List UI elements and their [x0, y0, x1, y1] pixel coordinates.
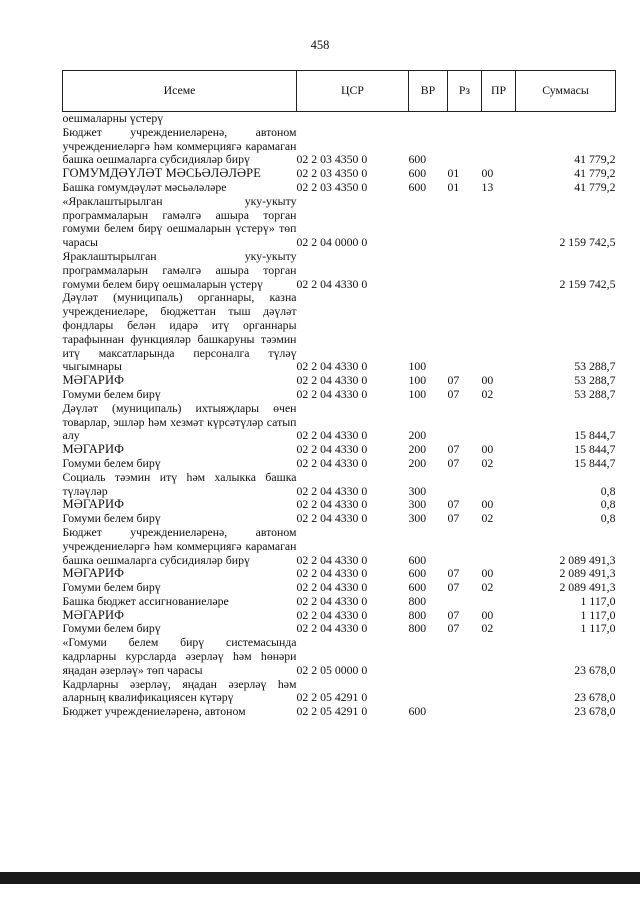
cell-pr: 02 — [481, 386, 494, 401]
cell-name: МӘГАРИФ — [62, 607, 125, 622]
cell-vr: 200 — [408, 442, 427, 457]
cell-name: Гомуми белем бирү — [62, 511, 161, 526]
cell-vr: 300 — [408, 497, 427, 512]
cell-rz — [448, 471, 482, 499]
cell-vr: 600 — [408, 166, 427, 181]
cell-csr: 02 2 04 4330 0 — [296, 386, 368, 401]
cell-vr: 100 — [408, 386, 427, 401]
cell-name: Гомуми белем бирү — [62, 580, 161, 595]
table-row — [63, 388, 616, 402]
cell-vr: 100 — [408, 359, 427, 374]
cell-name: Гомуми белем бирү — [62, 621, 161, 636]
cell-sum: 0,8 — [600, 497, 616, 512]
cell-pr — [482, 195, 516, 250]
cell-pr — [482, 526, 516, 567]
cell-sum: 1 117,0 — [580, 593, 616, 608]
cell-vr — [409, 678, 448, 706]
cell-name: Бюджет учреждениеләренә, автоном учреждениеләргә һәм коммерциягә карамаган башка оешмаларга субсидияләр бирү — [62, 124, 297, 167]
cell-pr — [482, 705, 516, 719]
cell-pr: 02 — [481, 511, 494, 526]
cell-vr: 800 — [408, 621, 427, 636]
table-row — [63, 581, 616, 595]
table-row — [63, 291, 616, 374]
table-row — [63, 374, 616, 388]
cell-name: МӘГАРИФ — [62, 442, 125, 457]
cell-rz: 07 — [447, 455, 460, 470]
cell-rz — [448, 112, 482, 126]
cell-pr: 02 — [481, 621, 494, 636]
cell-pr: 13 — [481, 179, 494, 194]
header-rz: Рз — [448, 71, 482, 112]
cell-pr: 00 — [481, 607, 494, 622]
table-row — [63, 595, 616, 609]
cell-sum: 1 117,0 — [580, 621, 616, 636]
cell-csr: 02 2 04 4330 0 — [296, 566, 368, 581]
page-number: 458 — [310, 38, 330, 52]
cell-sum: 1 117,0 — [580, 607, 616, 622]
table-row — [63, 609, 616, 623]
cell-pr — [482, 471, 516, 499]
cell-csr: 02 2 04 4330 0 — [296, 580, 368, 595]
cell-rz: 07 — [447, 580, 460, 595]
cell-sum: 53 288,7 — [574, 359, 616, 374]
table-row — [63, 443, 616, 457]
cell-pr — [482, 636, 516, 677]
cell-vr: 800 — [408, 593, 427, 608]
cell-pr: 00 — [481, 497, 494, 512]
cell-vr: 800 — [408, 607, 427, 622]
cell-pr — [482, 126, 516, 167]
table-header — [63, 71, 616, 112]
cell-rz: 07 — [447, 373, 460, 388]
cell-pr: 02 — [481, 455, 494, 470]
cell-sum — [516, 112, 616, 126]
cell-csr: 02 2 04 4330 0 — [296, 428, 368, 443]
header-csr: ЦСР — [297, 71, 409, 112]
cell-vr: 600 — [408, 152, 427, 167]
cell-csr: 02 2 04 4330 0 — [296, 621, 368, 636]
cell-vr: 600 — [408, 179, 427, 194]
table-row — [63, 112, 616, 126]
cell-rz — [448, 526, 482, 567]
cell-rz: 01 — [447, 166, 460, 181]
header-sum: Суммасы — [516, 71, 616, 112]
cell-name: ГОМУМДӘҮЛӘТ МӘСЬӘЛӘЛӘРЕ — [62, 166, 261, 181]
cell-sum: 2 089 491,3 — [559, 552, 616, 567]
cell-vr: 200 — [408, 428, 427, 443]
cell-csr: 02 2 04 4330 0 — [296, 276, 368, 291]
cell-sum: 53 288,7 — [574, 373, 616, 388]
cell-name: Кадрларны әзерләү, яңадан әзерләү һәм аларның квалификациясен күтәрү — [62, 676, 297, 705]
table-row — [63, 126, 616, 167]
cell-rz: 07 — [447, 621, 460, 636]
table-row — [63, 512, 616, 526]
cell-sum: 53 288,7 — [574, 386, 616, 401]
budget-table — [62, 70, 616, 719]
cell-csr: 02 2 05 0000 0 — [296, 662, 368, 677]
cell-csr: 02 2 03 4350 0 — [296, 166, 368, 181]
table-row — [63, 402, 616, 443]
cell-pr: 00 — [481, 373, 494, 388]
table-row — [63, 457, 616, 471]
cell-csr: 02 2 05 4291 0 — [296, 690, 368, 705]
header-pr: ПР — [482, 71, 516, 112]
cell-pr: 00 — [481, 566, 494, 581]
cell-csr: 02 2 04 4330 0 — [296, 455, 368, 470]
cell-name: Башка гомумдәүләт мәсьәләләре — [62, 179, 227, 194]
cell-name: МӘГАРИФ — [62, 373, 125, 388]
cell-sum: 23 678,0 — [574, 662, 616, 677]
cell-sum: 0,8 — [600, 483, 616, 498]
cell-vr: 300 — [408, 483, 427, 498]
cell-vr: 100 — [408, 373, 427, 388]
cell-vr — [409, 112, 448, 126]
cell-name: Гомуми белем бирү — [62, 386, 161, 401]
cell-sum: 23 678,0 — [574, 690, 616, 705]
cell-vr: 600 — [408, 580, 427, 595]
table-row — [63, 167, 616, 181]
cell-pr — [482, 678, 516, 706]
cell-rz: 07 — [447, 386, 460, 401]
cell-rz: 07 — [447, 442, 460, 457]
cell-csr: 02 2 04 4330 0 — [296, 552, 368, 567]
cell-sum: 41 779,2 — [574, 179, 616, 194]
scan-edge-bar — [0, 872, 640, 884]
cell-rz: 07 — [447, 566, 460, 581]
cell-sum: 2 089 491,3 — [559, 566, 616, 581]
cell-name: Башка бюджет ассигнованиеләре — [62, 593, 229, 608]
cell-sum: 15 844,7 — [574, 428, 616, 443]
cell-csr: 02 2 05 4291 0 — [296, 704, 368, 719]
cell-name: Бюджет учреждениеләренә, автоном — [62, 704, 246, 719]
cell-vr — [409, 636, 448, 677]
cell-csr: 02 2 04 4330 0 — [296, 593, 368, 608]
cell-csr: 02 2 04 4330 0 — [296, 483, 368, 498]
cell-pr — [482, 402, 516, 443]
cell-csr: 02 2 04 4330 0 — [296, 442, 368, 457]
cell-rz — [448, 250, 482, 291]
table-row — [63, 622, 616, 636]
cell-vr: 200 — [408, 455, 427, 470]
cell-vr: 600 — [408, 566, 427, 581]
cell-sum: 2 159 742,5 — [559, 276, 616, 291]
cell-pr — [482, 291, 516, 374]
cell-csr: 02 2 04 4330 0 — [296, 373, 368, 388]
cell-rz — [448, 291, 482, 374]
table-row — [63, 636, 616, 677]
cell-name: МӘГАРИФ — [62, 497, 125, 512]
table-row — [63, 181, 616, 195]
cell-csr: 02 2 04 4330 0 — [296, 359, 368, 374]
cell-rz: 01 — [447, 179, 460, 194]
cell-vr: 600 — [408, 704, 427, 719]
cell-rz — [448, 195, 482, 250]
cell-sum: 15 844,7 — [574, 455, 616, 470]
cell-pr — [482, 112, 516, 126]
cell-rz: 07 — [447, 497, 460, 512]
cell-sum: 2 089 491,3 — [559, 580, 616, 595]
cell-pr: 02 — [481, 580, 494, 595]
cell-name: «Яраклаштырылган уку-укыту программаларын гамәлгә ашыра торган гомуми белем бирү оешмаларын үстерү» төп чарасы — [62, 193, 297, 250]
cell-sum: 0,8 — [600, 511, 616, 526]
table-body — [63, 112, 616, 720]
table-row — [63, 250, 616, 291]
cell-sum: 23 678,0 — [574, 704, 616, 719]
cell-csr: 02 2 04 4330 0 — [296, 511, 368, 526]
cell-csr: 02 2 04 4330 0 — [296, 497, 368, 512]
cell-vr: 600 — [408, 552, 427, 567]
table-row — [63, 526, 616, 567]
table-row — [63, 567, 616, 581]
cell-rz: 07 — [447, 607, 460, 622]
cell-sum: 15 844,7 — [574, 442, 616, 457]
cell-pr — [482, 250, 516, 291]
cell-rz — [448, 705, 482, 719]
cell-vr: 300 — [408, 511, 427, 526]
cell-rz: 07 — [447, 511, 460, 526]
table-row — [63, 498, 616, 512]
cell-sum: 2 159 742,5 — [559, 235, 616, 250]
cell-sum: 41 779,2 — [574, 166, 616, 181]
cell-name: Социаль тәэмин итү һәм халыкка башка түләүләр — [62, 469, 297, 498]
cell-sum: 41 779,2 — [574, 152, 616, 167]
cell-csr: 02 2 04 4330 0 — [296, 607, 368, 622]
cell-rz — [448, 126, 482, 167]
header-name: Исеме — [63, 71, 297, 112]
table-row — [63, 471, 616, 499]
cell-name: оешмаларны үстерү — [62, 111, 164, 125]
cell-rz — [448, 678, 482, 706]
cell-csr: 02 2 03 4350 0 — [296, 179, 368, 194]
cell-name: МӘГАРИФ — [62, 566, 125, 581]
cell-rz — [448, 402, 482, 443]
cell-name: Гомуми белем бирү — [62, 455, 161, 470]
cell-name: Бюджет учреждениеләренә, автоном учреждениеләргә һәм коммерциягә карамаган башка оешмаларга субсидияләр бирү — [62, 524, 297, 567]
cell-vr — [409, 250, 448, 291]
table-row — [63, 195, 616, 250]
cell-csr — [297, 112, 409, 126]
cell-name: «Гомуми белем бирү системасында кадрларны курсларда әзерләү һәм һөнәри яңадан әзерләү» төп чарасы — [62, 635, 297, 677]
cell-pr: 00 — [481, 442, 494, 457]
cell-pr: 00 — [481, 166, 494, 181]
cell-csr: 02 2 04 0000 0 — [296, 235, 368, 250]
cell-name: Яраклаштырылган уку-укыту программаларын гамәлгә ашыра торган гомуми белем бирү оешмаларын үстерү — [62, 248, 297, 291]
cell-pr — [482, 595, 516, 609]
cell-rz — [448, 595, 482, 609]
table-row — [63, 705, 616, 719]
cell-name: Дәүләт (муниципаль) ихтыяҗлары өчен товарлар, эшләр һәм хезмәт күрсәтүләр сатып алу — [62, 400, 297, 443]
cell-vr — [409, 195, 448, 250]
cell-name: Дәүләт (муниципаль) органнары, казна учреждениеләре, бюджеттан тыш дәүләт фондлары белән идарә итү органнары тарафыннан функцияләр башкаруны тәэмин итү максатларында персоналга түләү чыгымнары — [62, 290, 297, 374]
cell-csr: 02 2 03 4350 0 — [296, 152, 368, 167]
table-row — [63, 678, 616, 706]
cell-rz — [448, 636, 482, 677]
header-vr: ВР — [409, 71, 448, 112]
